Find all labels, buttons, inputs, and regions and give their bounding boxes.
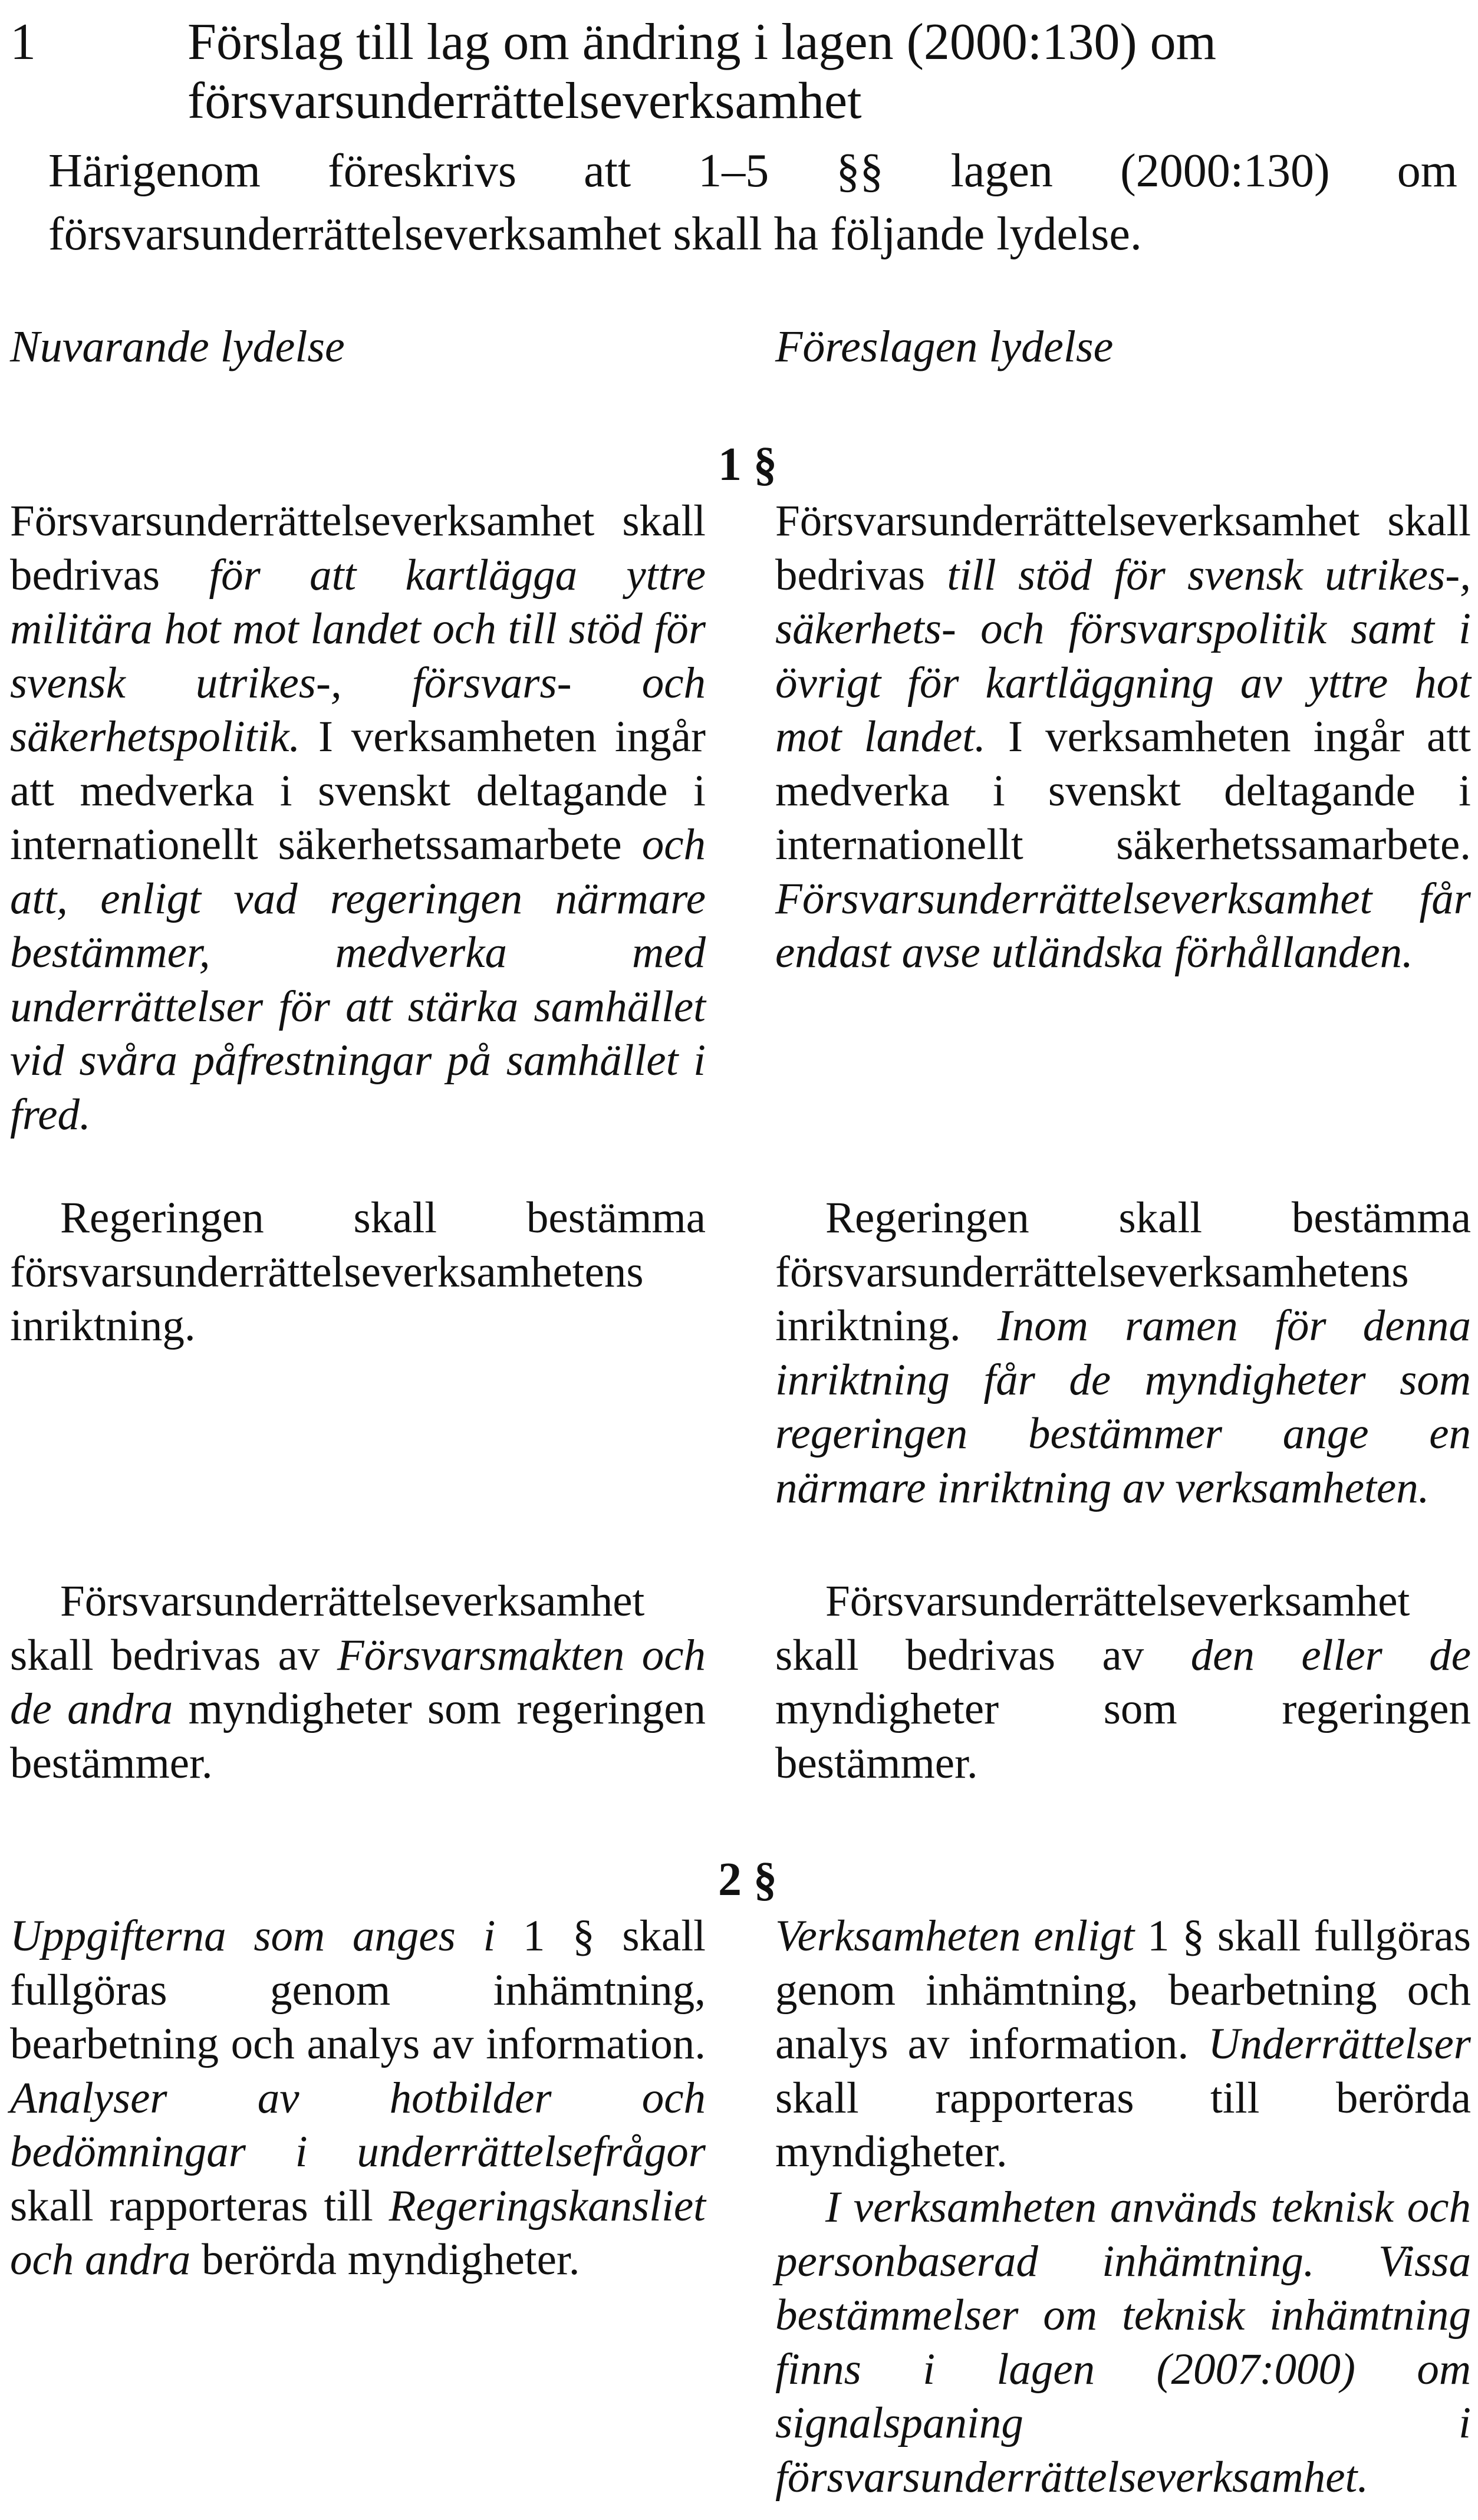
proposed-1-p3-c: myndigheter som regeringen bestämmer.	[775, 1685, 1471, 1788]
current-1-p1-a: Försvarsunderrättelseverksamhet skall bedrivas	[10, 496, 706, 600]
current-1-p3-b: Försvarsmakten och de andra	[10, 1630, 706, 1733]
proposed-1-p3	[775, 1574, 1471, 1790]
proposed-1-p1-b: till stöd för svensk utrikes-, säkerhets- och försvarspolitik samt i övrigt för kartläggning av yttre hot mot landet.	[775, 550, 1472, 761]
current-1-p3-c: myndigheter som regeringen bestämmer.	[10, 1685, 706, 1788]
column-heading-current: Nuvarande lydelse	[10, 322, 345, 371]
proposed-2-p1-d: skall rapporteras till berörda myndigheter.	[775, 2073, 1471, 2176]
proposed-2-p1-c: Underrättelser	[1208, 2019, 1471, 2068]
current-1-p1-c: I verksamheten ingår att medverka i svenskt deltagande i internationellt säkerhetssamarbete	[10, 712, 706, 869]
intro-paragraph: Härigenom föreskrivs att 1–5 §§ lagen (2000:130) om försvarsunderrättelseverksamhet skall ha följande lydelse.	[48, 145, 1457, 260]
proposal-title-line2: försvarsunderrättelseverksamhet	[187, 73, 862, 130]
current-2-p1-b: 1 § skall fullgöras genom inhämtning, bearbetning och analys av information.	[10, 1912, 706, 2068]
proposed-1-p3-a: Försvarsunderrättelseverksamhet skall bedrivas av	[775, 1577, 1410, 1680]
current-2-p1	[10, 1909, 706, 2287]
proposed-1-p2-b: Inom ramen för denna inriktning får de myndigheter som regeringen bestämmer ange en närmare inriktning av verksamheten.	[775, 1301, 1472, 1512]
current-1-p2: Regeringen skall bestämma försvarsunderrättelseverksamhetens inriktning.	[10, 1193, 706, 1350]
proposed-1-p3-b: den eller de	[1190, 1630, 1471, 1680]
current-1-p1-d: och att, enligt vad regeringen närmare bestämmer, medverka med underrättelser för att stärka samhället vid svåra påfrestningar på samhället i fred.	[10, 820, 706, 1139]
proposed-2-p1-a: Verksamheten enligt	[775, 1912, 1135, 1960]
current-2-p1-e: Regeringskansliet och andra	[10, 2181, 706, 2284]
proposed-1-p2-a: Regeringen skall bestämma försvarsunderrättelseverksamhetens inriktning.	[775, 1193, 1471, 1350]
current-2-p1-a: Uppgifterna som anges i	[10, 1912, 496, 1960]
proposed-1-p1-c: I verksamheten ingår att medverka i svenskt deltagande i internationellt säkerhetssamarbete.	[775, 712, 1471, 869]
current-2-p1-f: berörda myndigheter.	[190, 2235, 580, 2284]
proposal-title-line1: Förslag till lag om ändring i lagen (2000:130) om	[187, 14, 1217, 71]
proposed-2-p1	[775, 1909, 1471, 2179]
proposed-1-p1	[775, 494, 1471, 980]
proposed-1-p1-d: Försvarsunderrättelseverksamhet får endast avse utländska förhållanden.	[775, 874, 1471, 977]
column-heading-proposed: Föreslagen lydelse	[775, 322, 1114, 371]
proposed-2-p1-b: 1 § skall fullgöras genom inhämtning, bearbetning och analys av information.	[775, 1912, 1471, 2068]
current-1-p3-a: Försvarsunderrättelseverksamhet skall bedrivas av	[10, 1577, 645, 1680]
section-heading-2: 2 §	[718, 1854, 777, 1906]
current-1-p3	[10, 1574, 706, 1790]
current-1-p1-b: för att kartlägga yttre militära hot mot landet och till stöd för svensk utrikes-, försvars- och säkerhetspolitik.	[10, 550, 706, 761]
current-1-p1	[10, 494, 706, 1141]
current-2-p1-d: skall rapporteras till	[10, 2181, 389, 2231]
proposal-title	[187, 13, 1455, 131]
proposed-1-p2	[775, 1191, 1471, 1515]
proposed-1-p1-a: Försvarsunderrättelseverksamhet skall bedrivas	[775, 496, 1471, 600]
section-heading-1: 1 §	[718, 439, 777, 491]
chapter-number: 1	[10, 14, 36, 71]
proposed-2-p2: I verksamheten används teknisk och personbaserad inhämtning. Vissa bestämmelser om teknisk inhämtning finns i lagen (2007:000) om signalspaning i försvarsunderrättelseverksamhet.	[775, 2183, 1471, 2502]
current-2-p1-c: Analyser av hotbilder och bedömningar i underrättelsefrågor	[10, 2073, 706, 2176]
